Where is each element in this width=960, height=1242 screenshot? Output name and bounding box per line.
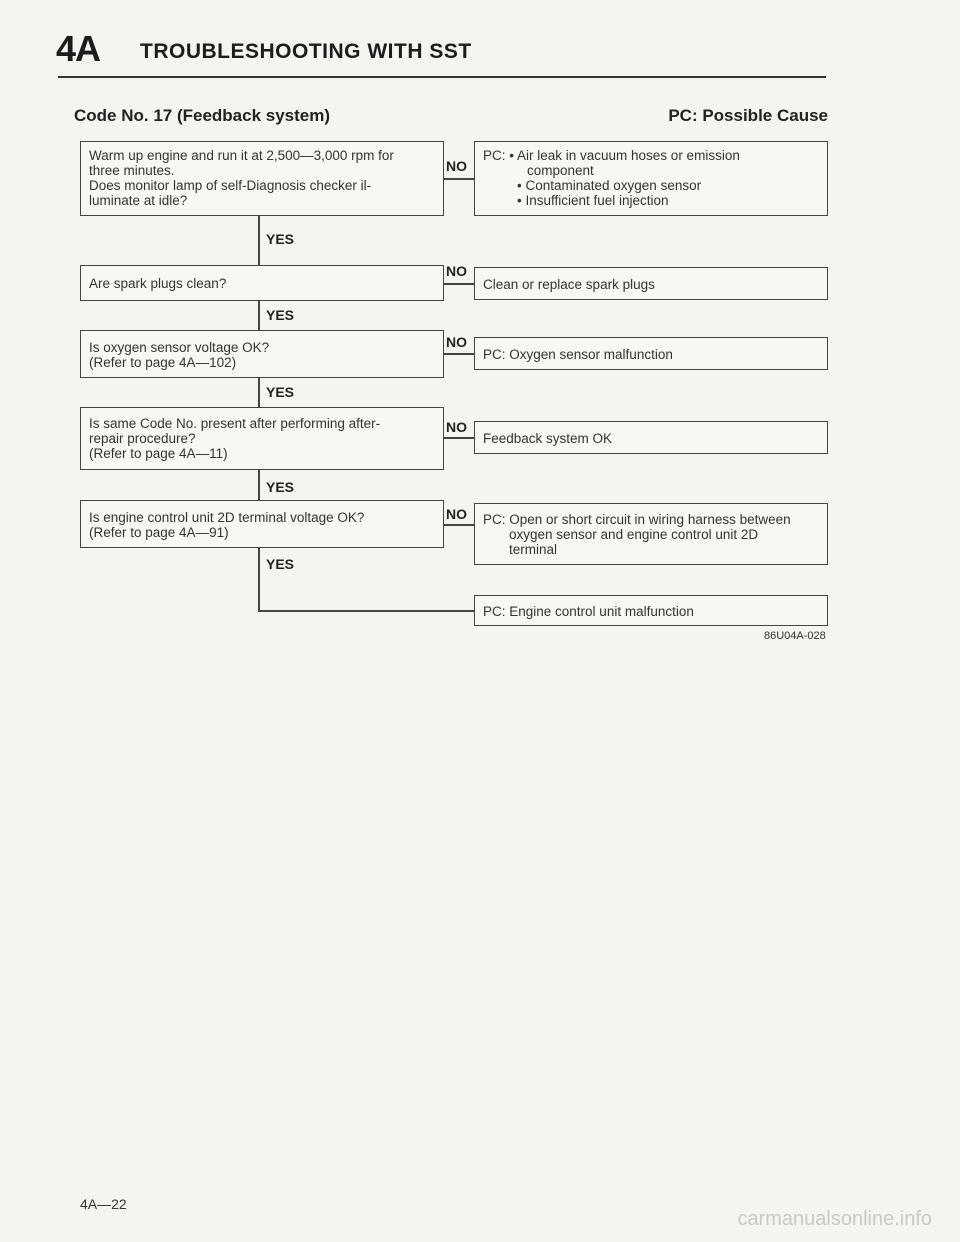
no-connector — [444, 437, 474, 439]
final-connector — [258, 610, 474, 612]
question-text: (Refer to page 4A—91) — [89, 525, 229, 540]
yes-label: YES — [266, 231, 295, 247]
question-text: repair procedure? — [89, 431, 196, 446]
result-text: terminal — [509, 542, 558, 557]
result-box-5 — [474, 503, 828, 565]
result-box-1 — [474, 141, 828, 216]
result-box-3 — [474, 337, 828, 370]
result-text: PC: Open or short circuit in wiring harness between — [483, 512, 791, 527]
question-text: luminate at idle? — [89, 193, 188, 208]
question-box-2 — [80, 265, 444, 301]
yes-label: YES — [266, 479, 295, 495]
legend-title: PC: Possible Cause — [668, 106, 828, 125]
question-text: Does monitor lamp of self-Diagnosis checker il- — [89, 178, 372, 193]
result-text: PC: Engine control unit malfunction — [483, 604, 694, 619]
question-box-4 — [80, 407, 444, 470]
question-box-5 — [80, 500, 444, 548]
yes-connector — [258, 301, 260, 330]
no-label: NO — [446, 419, 467, 435]
figure-code: 86U04A-028 — [764, 630, 826, 642]
section-title: Code No. 17 (Feedback system) — [74, 106, 331, 125]
no-connector — [444, 178, 474, 180]
page-number: 4A—22 — [80, 1196, 127, 1212]
question-text: Is oxygen sensor voltage OK? — [89, 340, 270, 355]
question-text: Warm up engine and run it at 2,500—3,000 rpm for — [89, 148, 394, 163]
result-text: PC: • Air leak in vacuum hoses or emission — [483, 148, 740, 163]
result-text: • Contaminated oxygen sensor — [517, 178, 702, 193]
question-box-3 — [80, 330, 444, 378]
no-label: NO — [446, 158, 467, 174]
result-box-2 — [474, 267, 828, 300]
result-box-4 — [474, 421, 828, 454]
result-text: Feedback system OK — [483, 431, 613, 446]
watermark: carmanualsonline.info — [737, 1208, 932, 1230]
yes-label: YES — [266, 384, 295, 400]
yes-connector — [258, 216, 260, 265]
question-text: Is engine control unit 2D terminal voltage OK? — [89, 510, 365, 525]
yes-connector — [258, 548, 260, 611]
result-text: oxygen sensor and engine control unit 2D — [509, 527, 759, 542]
yes-label: YES — [266, 556, 295, 572]
no-label: NO — [446, 506, 467, 522]
question-text: three minutes. — [89, 163, 175, 178]
no-connector — [444, 524, 474, 526]
yes-label: YES — [266, 307, 295, 323]
no-label: NO — [446, 334, 467, 350]
question-text: (Refer to page 4A—102) — [89, 355, 237, 370]
result-text: Clean or replace spark plugs — [483, 277, 655, 292]
header-divider — [58, 76, 826, 78]
no-label: NO — [446, 263, 467, 279]
yes-connector — [258, 378, 260, 407]
question-text: (Refer to page 4A—11) — [89, 446, 228, 461]
result-text: PC: Oxygen sensor malfunction — [483, 347, 673, 362]
question-text: Is same Code No. present after performing after- — [89, 416, 381, 431]
result-text: • Insufficient fuel injection — [517, 193, 669, 208]
no-connector — [444, 283, 474, 285]
yes-connector — [258, 470, 260, 500]
result-box-6 — [474, 595, 828, 626]
question-text: Are spark plugs clean? — [89, 276, 227, 291]
no-connector — [444, 353, 474, 355]
page-header-title: TROUBLESHOOTING WITH SST — [140, 40, 472, 63]
question-box-1 — [80, 141, 444, 216]
result-text: component — [527, 163, 594, 178]
section-code: 4A — [56, 28, 101, 69]
